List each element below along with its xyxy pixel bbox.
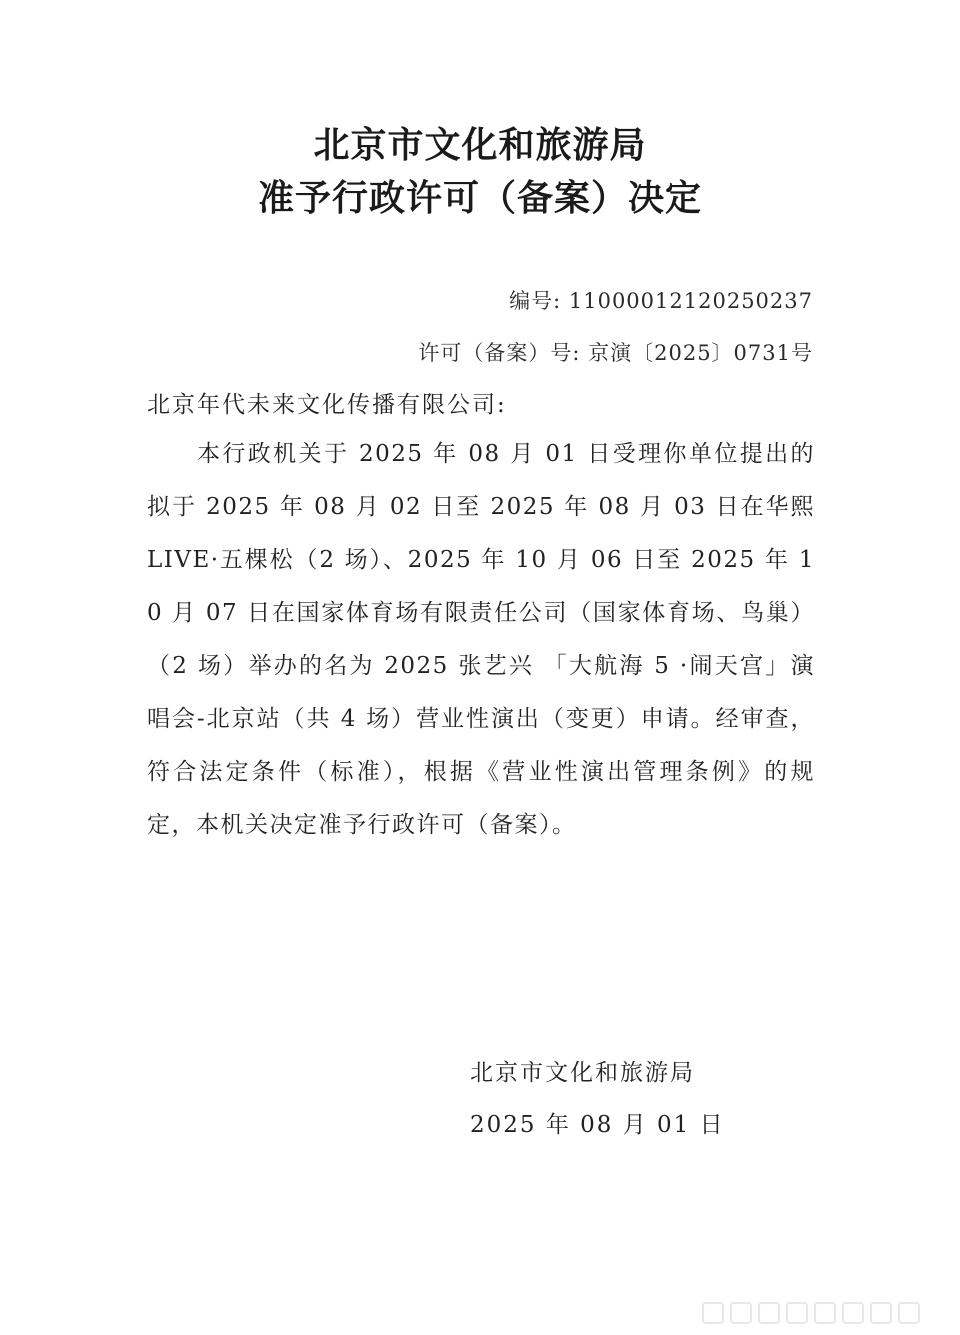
permit-number: 许可（备案）号: 京演〔2025〕0731号 bbox=[418, 341, 813, 365]
document-title-agency: 北京市文化和旅游局 bbox=[313, 125, 647, 166]
watermark-mark-icon bbox=[786, 1302, 808, 1324]
watermark-mark-icon bbox=[814, 1302, 836, 1324]
watermark-mark-icon bbox=[702, 1302, 724, 1324]
watermark-mark-icon bbox=[730, 1302, 752, 1324]
document-number: 编号: 11000012120250237 bbox=[509, 289, 813, 313]
watermark-mark-icon bbox=[842, 1302, 864, 1324]
issuer-signature: 北京市文化和旅游局 bbox=[470, 1060, 695, 1086]
decision-body: 本行政机关于 2025 年 08 月 01 日受理你单位提出的拟于 2025 年 08 月 02 日至 2025 年 08 月 03 日在华熙 LIVE·五棵松（2 场）、2025 年 10 月 06 日至 2025 年 10 月 07 日在国家体育场有限责任公司（国家体育场、鸟巢）（2 场）举办的名为 2025 张艺兴 「大航海 5 ·闹天宫」演唱会-北京站（共 4 场）营业性演出（变更）申请。经审查，符合法定条件（标准），根据《营业性演出管理条例》的规定，本机关决定准予行政许可（备案）。 bbox=[147, 441, 815, 838]
watermark bbox=[702, 1299, 952, 1327]
watermark-mark-icon bbox=[898, 1302, 920, 1324]
watermark-mark-icon bbox=[758, 1302, 780, 1324]
issue-date: 2025 年 08 月 01 日 bbox=[470, 1112, 725, 1138]
watermark-mark-icon bbox=[870, 1302, 892, 1324]
addressee: 北京年代未来文化传播有限公司: bbox=[147, 392, 507, 418]
document-title-decision: 准予行政许可（备案）决定 bbox=[257, 178, 702, 219]
